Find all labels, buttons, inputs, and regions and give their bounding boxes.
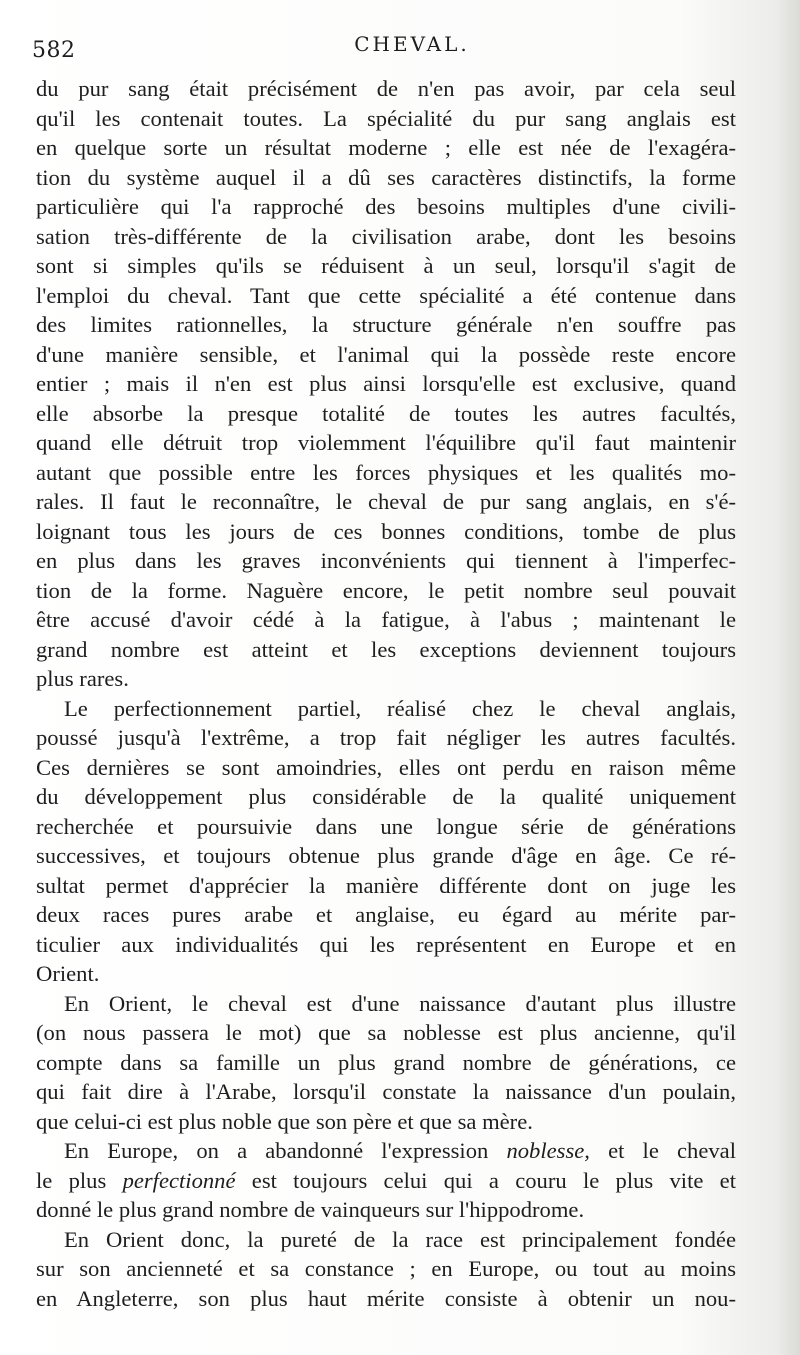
text-line: qu'il les contenait toutes. La spécialité du pur sang anglais est [36,105,736,131]
text-line: tion du système auquel il a dû ses caractères distinctifs, la forme [36,164,736,190]
text-line: tion de la forme. Naguère encore, le petit nombre seul pouvait [36,577,736,603]
text-line: Orient. [36,961,100,986]
text-line: autant que possible entre les forces physiques et les qualités mo- [36,459,736,485]
text-line: poussé jusqu'à l'extrême, a trop fait négliger les autres facultés. [36,725,736,750]
text-line: En Orient donc, la pureté de la race est principalement fondée [64,1226,736,1252]
text-line: qui fait dire à l'Arabe, lorsqu'il constate la naissance d'un poulain, [36,1079,736,1104]
text-line: plus rares. [36,666,129,691]
italic-word: perfectionné [122,1167,236,1193]
text-line: compte dans sa famille un plus grand nombre de générations, ce [36,1049,736,1075]
text-line: donné le plus grand nombre de vainqueurs sur l'hippodrome. [36,1197,585,1222]
text-line: particulière qui l'a rapproché des besoins multiples d'une civili- [36,194,736,219]
text-line: d'une manière sensible, et l'animal qui la possède reste encore [36,341,736,367]
running-title: CHEVAL. [354,32,470,56]
text-line: grand nombre est atteint et les exceptions deviennent toujours [36,636,736,662]
text-line: sont si simples qu'ils se réduisent à un seul, lorsqu'il s'agit de [36,253,736,278]
text-line: sation très-différente de la civilisation arabe, dont les besoins [36,223,736,249]
text-line: Le perfectionnement partiel, réalisé chez le cheval anglais, [64,695,736,721]
text-line: des limites rationnelles, la structure générale n'en souffre pas [36,312,736,337]
text-line: en Angleterre, son plus haut mérite consiste à obtenir un nou- [36,1285,736,1311]
text-line: loignant tous les jours de ces bonnes conditions, tombe de plus [36,518,736,544]
text-line: elle absorbe la presque totalité de toutes les autres facultés, [36,400,736,426]
text-line: recherchée et poursuivie dans une longue série de générations [36,813,736,839]
text-line: (on nous passera le mot) que sa noblesse est plus ancienne, qu'il [36,1020,736,1045]
text-line: Ces dernières se sont amoindries, elles ont perdu en raison même [36,754,736,780]
text-line: du développement plus considérable de la qualité uniquement [36,784,736,809]
text-line: ticulier aux individualités qui les représentent en Europe et en [36,931,736,957]
text-line: que celui-ci est plus noble que son père et que sa mère. [36,1108,533,1134]
text-line: sur son ancienneté et sa constance ; en Europe, ou tout au moins [36,1256,736,1281]
text-line: en plus dans les graves inconvénients qui tiennent à l'imperfec- [36,548,736,573]
page-header [32,30,760,70]
text-line: le plus perfectionné est toujours celui qui a couru le plus vite et [36,1167,736,1193]
page-number: 582 [32,38,76,63]
text-line: sultat permet d'apprécier la manière différente dont on juge les [36,872,736,898]
body-text [36,74,736,1313]
text-line: En Europe, on a abandonné l'expression noblesse, et le cheval [64,1138,736,1163]
text-line: En Orient, le cheval est d'une naissance d'autant plus illustre [64,990,736,1016]
text-line: être accusé d'avoir cédé à la fatigue, à l'abus ; maintenant le [36,607,736,632]
text-line: quand elle détruit trop violemment l'équilibre qu'il faut maintenir [36,430,736,455]
text-line: rales. Il faut le reconnaître, le cheval de pur sang anglais, en s'é- [36,489,736,514]
text-line: en quelque sorte un résultat moderne ; elle est née de l'exagéra- [36,135,736,160]
text-line: deux races pures arabe et anglaise, eu égard au mérite par- [36,902,736,927]
text-line: l'emploi du cheval. Tant que cette spécialité a été contenue dans [36,282,736,308]
italic-word: noblesse, [506,1138,590,1163]
text-line: entier ; mais il n'en est plus ainsi lorsqu'elle est exclusive, quand [36,371,736,396]
text-line: successives, et toujours obtenue plus grande d'âge en âge. Ce ré- [36,843,736,868]
text-line: du pur sang était précisément de n'en pas avoir, par cela seul [36,76,736,101]
